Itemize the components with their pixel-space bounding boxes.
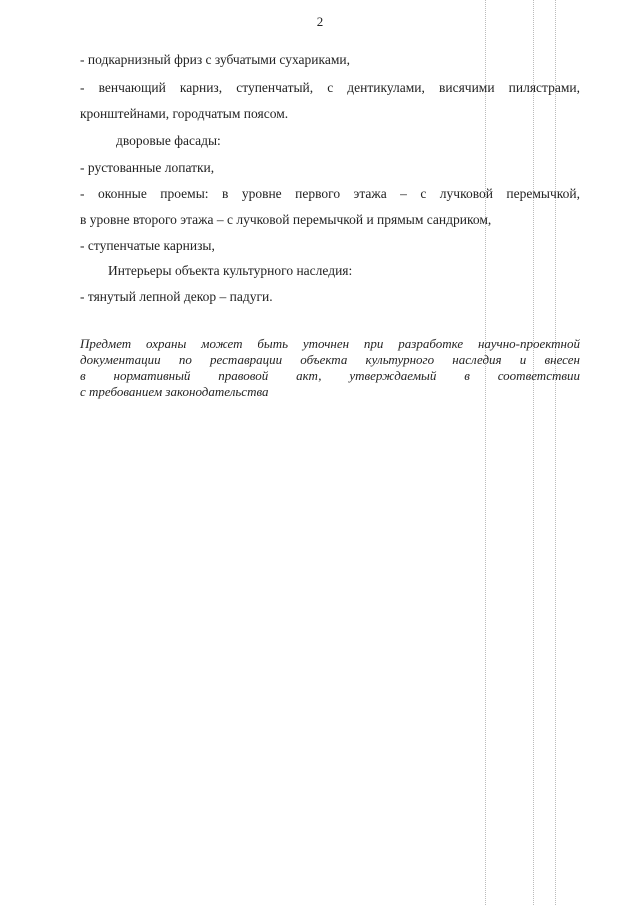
list-item: - оконные проемы: в уровне первого этажа – с лучковой перемычкой, (80, 186, 580, 201)
note-line: Предмет охраны может быть уточнен при разработке научно-проектной (80, 336, 580, 351)
section-heading: дворовые фасады: (116, 133, 221, 148)
note-line: в нормативный правовой акт, утверждаемый в соответствии (80, 368, 580, 383)
section-heading: Интерьеры объекта культурного наследия: (108, 263, 353, 278)
list-item: - рустованные лопатки, (80, 160, 215, 175)
list-item-continuation: в уровне второго этажа – с лучковой перемычкой и прямым сандриком, (80, 212, 492, 227)
list-item: - ступенчатые карнизы, (80, 238, 215, 253)
list-item-continuation: кронштейнами, городчатым поясом. (80, 106, 289, 121)
note-line: с требованием законодательства (80, 384, 269, 399)
note-line: документации по реставрации объекта культурного наследия и внесен (80, 352, 580, 367)
list-item: - подкарнизный фриз с зубчатыми сухариками, (80, 52, 351, 67)
list-item: - венчающий карниз, ступенчатый, с дентикулами, висячими пилястрами, (80, 80, 580, 95)
list-item: - тянутый лепной декор – падуги. (80, 289, 273, 304)
page-number: 2 (316, 14, 324, 29)
